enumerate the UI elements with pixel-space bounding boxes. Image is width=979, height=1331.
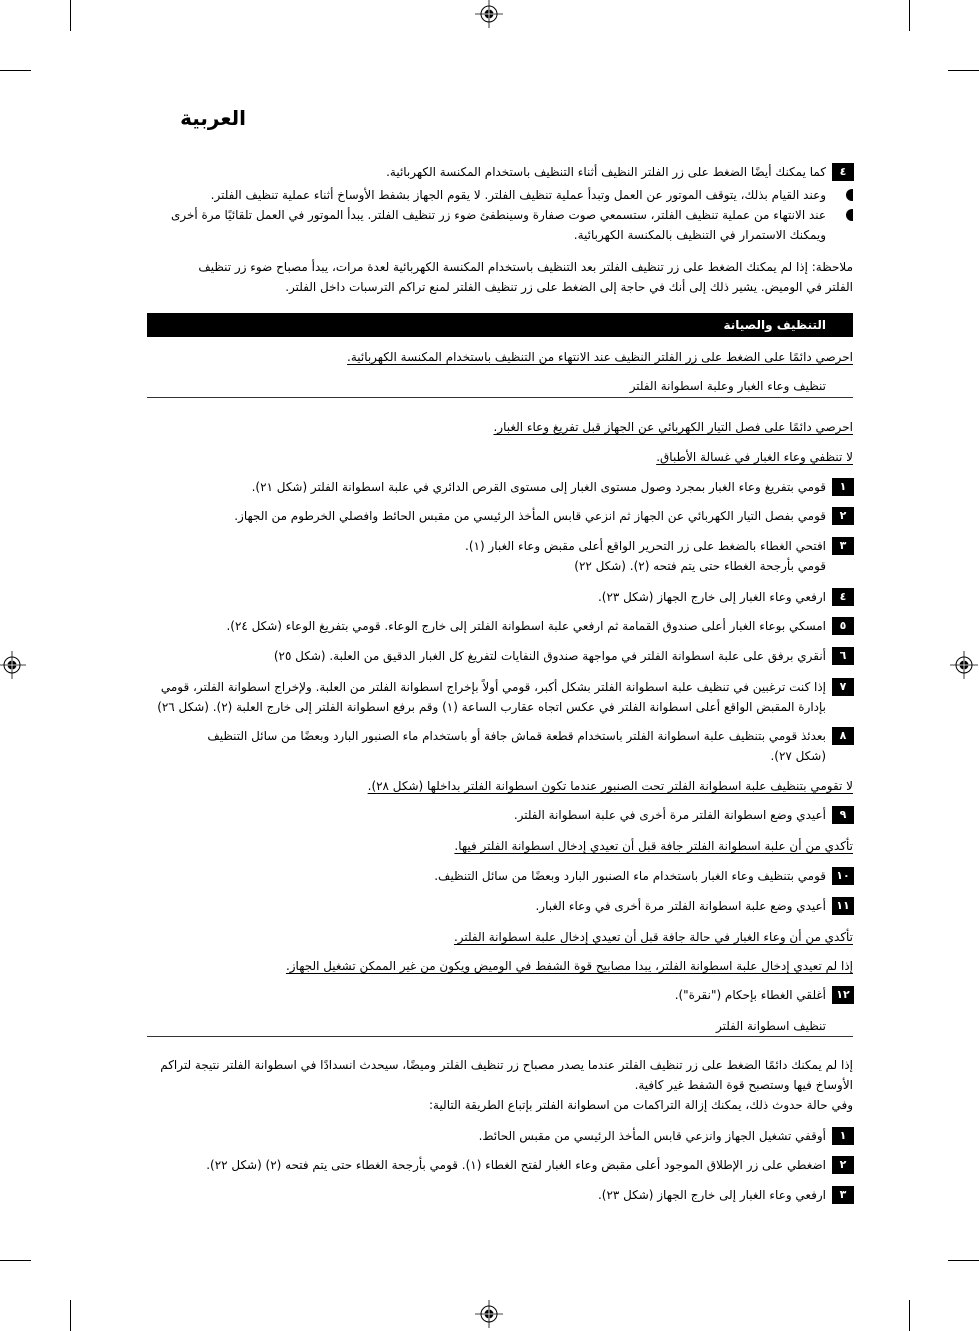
dust-step-10 bbox=[147, 866, 850, 886]
subsection-heading-filter-cylinder bbox=[147, 1016, 826, 1036]
note-text-line: ملاحظة: إذا لم يمكنك الضغط على زر تنظيف الفلتر بعد التنظيف باستخدام المكنسة الكهربائية لعدة مرات، يبدأ مصباح ضوء زر تنظيف bbox=[198, 260, 853, 274]
paragraph-text-line: وفي حالة حدوث ذلك، يمكنك إزالة التراكمات من اسطوانة الفلتر بإتباع الطريقة التالية: bbox=[429, 1098, 853, 1112]
warning-text-line: تأكدي من أن علبة اسطوانة الفلتر جافة قبل أن تعيدي إدخال اسطوانة الفلتر فيها. bbox=[454, 839, 853, 853]
subsection-heading-text: تنظيف اسطوانة الفلتر bbox=[715, 1019, 826, 1033]
dust-warning-2 bbox=[147, 447, 853, 467]
intro-bullet-1 bbox=[147, 185, 826, 205]
warning-text-line: لا تنظفي وعاء الغبار في غسالة الأطباق. bbox=[656, 450, 853, 464]
crop-mark-bottom-right-horizontal bbox=[948, 1260, 979, 1261]
step-text-line: اضغطي على زر الإطلاق الموجود أعلى مقبض وعاء الغبار لفتح الغطاء (١). قومي بأرجحة الغطاء حتى يتم فتحه (٢) (شكل ٢٢). bbox=[206, 1158, 826, 1172]
step-text-line: كما يمكنك أيضًا الضغط على زر الفلتر النظيف أثناء التنظيف باستخدام المكنسة الكهربائية. bbox=[386, 165, 826, 179]
step-number-badge: ١١ bbox=[832, 897, 854, 915]
filter-step-3 bbox=[147, 1185, 847, 1205]
dust-step-4 bbox=[147, 587, 847, 607]
step-number-badge: ١ bbox=[832, 1127, 854, 1145]
crop-mark-top-right-vertical bbox=[909, 0, 910, 31]
step-text-line: أعيدي وضع علبة اسطوانة الفلتر مرة أخرى في وعاء الغبار. bbox=[535, 899, 826, 913]
crop-mark-top-right-horizontal bbox=[948, 70, 979, 71]
filter-cylinder-intro bbox=[147, 1055, 853, 1115]
dust-step-11 bbox=[147, 896, 850, 916]
warning-text-line: إذا لم تعيدي إدخال علبة اسطوانة الفلتر، يبدا مصابيح قوة الشفط في الوميض ويكون من غير الممكن تشغيل الجهاز. bbox=[285, 959, 853, 973]
paragraph-text-line: إذا لم يمكنك دائمًا الضغط على زر تنظيف الفلتر عندما يصدر مصباح زر تنظيف الفلتر وميضًا، سيحدث انسدادًا في اسطوانة الفلتر نتيجة لتراكم bbox=[160, 1058, 853, 1072]
step-text-line: أنقري برفق على علبة اسطوانة الفلتر في مواجهة صندوق النفايات لتفريغ كل الغبار الدقيق من العلبة. (شكل ٢٥) bbox=[273, 649, 826, 663]
language-title: العربية bbox=[180, 106, 246, 130]
filter-step-1 bbox=[147, 1126, 847, 1146]
step-text-line: إذا كنت ترغبين في تنظيف علبة اسطوانة الفلتر بشكل أكبر، قومي أولاً بإخراج اسطوانة الفلتر من العلبة. ولإخراج اسطوانة الفلتر، قومي bbox=[160, 680, 826, 694]
step-number-badge: ٣ bbox=[832, 537, 854, 555]
filter-step-2 bbox=[147, 1155, 847, 1175]
registration-mark-bottom-icon bbox=[475, 1300, 503, 1328]
step-number-badge: ٥ bbox=[832, 617, 854, 635]
dust-warning-4 bbox=[147, 836, 853, 856]
dust-step-3 bbox=[147, 536, 847, 576]
step-text-line: أعيدي وضع اسطوانة الفلتر مرة أخرى في علبة اسطوانة الفلتر. bbox=[513, 808, 826, 822]
intro-bullet-2 bbox=[147, 205, 826, 245]
dust-step-8 bbox=[147, 726, 847, 766]
step-text-line: بعدئذ قومي بتنظيف علبة اسطوانة الفلتر باستخدام قطعة قماش جافة أو باستخدام ماء الصنبور البارد وبعضًا من سائل التنظيف bbox=[207, 729, 826, 743]
step-text-line: ارفعي وعاء الغبار إلى خارج الجهاز (شكل ٢٣). bbox=[597, 590, 826, 604]
crop-mark-top-left-vertical bbox=[70, 0, 71, 31]
intro-step bbox=[147, 162, 847, 182]
step-text-line: افتحي الغطاء بالضغط على زر التحرير الواقع أعلى مقبض وعاء الغبار (١). bbox=[465, 539, 826, 553]
crop-mark-bottom-right-vertical bbox=[909, 1300, 910, 1331]
dust-warning-3 bbox=[147, 776, 853, 796]
step-number-badge: ٣ bbox=[832, 1186, 854, 1204]
step-number-badge: ٨ bbox=[832, 727, 854, 745]
dust-warning-6 bbox=[147, 956, 853, 976]
section-header-bar bbox=[147, 313, 853, 337]
step-text-line: قومي بتنظيف وعاء الغبار باستخدام ماء الصنبور البارد وبعضًا من سائل التنظيف. bbox=[434, 869, 826, 883]
step-number-badge: ٤ bbox=[832, 163, 854, 181]
registration-mark-right-icon bbox=[950, 651, 978, 679]
step-text-line: قومي بأرجحة الغطاء حتى يتم فتحه (٢). (شكل ٢٢) bbox=[574, 559, 826, 573]
dust-step-12 bbox=[147, 985, 850, 1005]
warning-text-line: احرصي دائمًا على فصل التيار الكهربائي عن الجهاز قبل تفريغ وعاء الغبار. bbox=[493, 420, 853, 434]
step-number-badge: ٩ bbox=[832, 806, 854, 824]
crop-mark-top-left-horizontal bbox=[0, 70, 31, 71]
registration-mark-left-icon bbox=[0, 651, 26, 679]
heading-rule bbox=[147, 397, 853, 398]
step-text-line: ارفعي وعاء الغبار إلى خارج الجهاز (شكل ٢٣). bbox=[597, 1188, 826, 1202]
warning-text-line: تأكدي من أن وعاء الغبار في حالة جافة قبل أن تعيدي إدخال علبة اسطوانة الفلتر. bbox=[453, 930, 853, 944]
heading-rule bbox=[147, 1036, 853, 1037]
step-text-line: قومي بتفريغ وعاء الغبار بمجرد وصول مستوى الغبار إلى مستوى القرص الدائري في علبة اسطوانة الفلتر (شكل ٢١). bbox=[251, 480, 826, 494]
cleaning-warning bbox=[147, 347, 853, 367]
bullet-text-line: عند الانتهاء من عملية تنظيف الفلتر، ستسمعي صوت صفارة وسينطفئ ضوء زر تنظيف الفلتر. يبدأ الموتور في العمل تلقائيًا مرة أخرى bbox=[170, 208, 826, 222]
warning-text-line: احرصي دائمًا على الضغط على زر الفلتر النظيف عند الانتهاء من التنظيف باستخدام المكنسة الكهربائية. bbox=[347, 350, 853, 364]
step-number-badge: ٢ bbox=[832, 507, 854, 525]
crop-mark-bottom-left-vertical bbox=[70, 1300, 71, 1331]
dust-warning-1 bbox=[147, 417, 853, 437]
bullet-icon bbox=[846, 189, 853, 201]
dust-step-5 bbox=[147, 616, 847, 636]
dust-step-2 bbox=[147, 506, 847, 526]
bullet-text-line: وعند القيام بذلك، يتوقف الموتور عن العمل وتبدأ عملية تنظيف الفلتر. لا يقوم الجهاز بشفط الأوساخ أثناء عملية تنظيف الفلتر. bbox=[210, 188, 826, 202]
dust-step-9 bbox=[147, 805, 847, 825]
step-text-line: أوقفي تشغيل الجهاز وانزعي قابس المأخذ الرئيسي من مقبس الحائط. bbox=[478, 1129, 826, 1143]
step-number-badge: ٦ bbox=[832, 647, 854, 665]
dust-warning-5 bbox=[147, 927, 853, 947]
warning-text-line: لا تقومي بتنظيف علبة اسطوانة الفلتر تحت الصنبور عندما تكون اسطوانة الفلتر بداخلها (شكل ٢٨). bbox=[367, 779, 853, 793]
dust-step-1 bbox=[147, 477, 847, 497]
dust-step-6 bbox=[147, 646, 847, 666]
step-number-badge: ١٠ bbox=[832, 867, 854, 885]
bullet-icon bbox=[846, 209, 853, 221]
step-number-badge: ٢ bbox=[832, 1156, 854, 1174]
section-title: التنظيف والصيانة bbox=[723, 318, 826, 332]
registration-mark-top-icon bbox=[475, 0, 503, 28]
paragraph-text-line: الأوساخ فيها وستصبح قوة الشفط غير كافية. bbox=[634, 1078, 853, 1092]
note bbox=[147, 257, 853, 297]
bullet-text-line: ويمكنك الاستمرار في التنظيف بالمكنسة الكهربائية. bbox=[573, 228, 826, 242]
step-text-line: قومي بفصل التيار الكهربائي عن الجهاز ثم انزعي قابس المأخذ الرئيسي من مقبس الحائط وافصلي الخرطوم من الجهاز. bbox=[234, 509, 826, 523]
step-number-badge: ١ bbox=[832, 478, 854, 496]
step-text-line: بإدارة المقبض الواقع أعلى اسطوانة الفلتر في عكس اتجاه عقارب الساعة (١) وقم برفع اسطوانة الفلتر إلى خارج العلبة (٢). (شكل ٢٦) bbox=[157, 700, 826, 714]
dust-step-7 bbox=[147, 677, 847, 717]
note-text-line: الفلتر في الوميض. يشير ذلك إلى أنك في حاجة إلى الضغط على زر تنظيف الفلتر لمنع تراكم الترسبات داخل الفلتر. bbox=[285, 280, 853, 294]
subsection-heading-dust-container bbox=[147, 376, 826, 396]
step-number-badge: ١٢ bbox=[832, 986, 854, 1004]
step-text-line: (شكل ٢٧). bbox=[770, 749, 826, 763]
step-text-line: أغلقي الغطاء بإحكام ("نقرة"). bbox=[674, 988, 826, 1002]
subsection-heading-text: تنظيف وعاء الغبار وعلبة اسطوانة الفلتر bbox=[629, 379, 826, 393]
step-number-badge: ٧ bbox=[832, 678, 854, 696]
crop-mark-bottom-left-horizontal bbox=[0, 1260, 31, 1261]
step-text-line: امسكي بوعاء الغبار أعلى صندوق القمامة ثم ارفعي علبة اسطوانة الفلتر إلى خارج الوعاء. قومي بتفريغ الوعاء (شكل ٢٤). bbox=[226, 619, 826, 633]
step-number-badge: ٤ bbox=[832, 588, 854, 606]
